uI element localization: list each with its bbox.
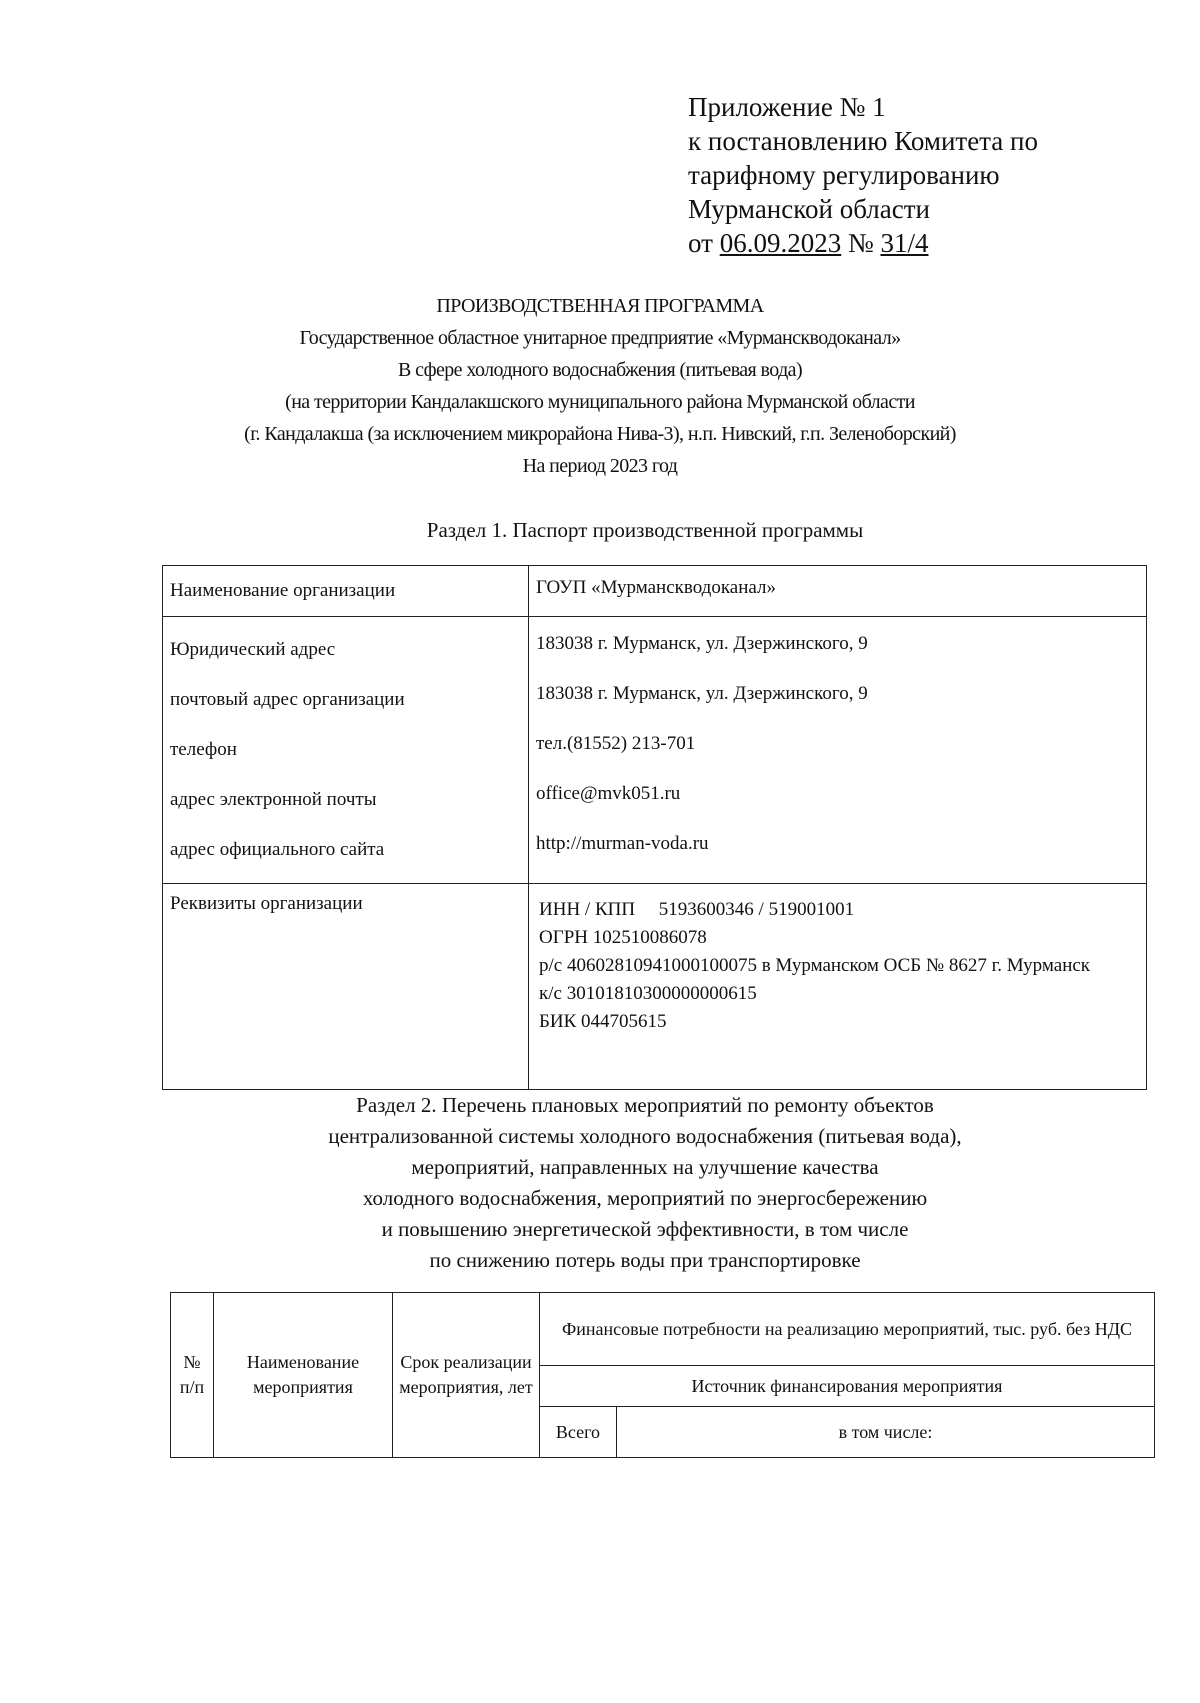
table-row (163, 884, 1147, 1090)
section-2-title-line: холодного водоснабжения, мероприятий по энергосбережению (362, 1186, 928, 1210)
settlement-account: р/с 40602810941000100075 в Мурманском ОСБ № 8627 г. Мурманск (539, 955, 1091, 976)
appendix-line-1: Приложение № 1 (688, 92, 886, 122)
table-header-row (171, 1293, 1155, 1366)
header-term: Срок реализации мероприятия, лет (393, 1293, 540, 1458)
header-including: в том числе: (617, 1407, 1155, 1458)
table-row (163, 566, 1147, 617)
program-org: Государственное областное унитарное предприятие «Мурманскводоканал» (299, 327, 901, 349)
bik: БИК 044705615 (539, 1011, 667, 1032)
inn-kpp: ИНН / КПП 5193600346 / 519001001 (539, 899, 855, 920)
passport-table (162, 565, 1147, 1090)
header-number: № п/п (171, 1293, 214, 1458)
appendix-line-4: Мурманской области (688, 194, 930, 224)
appendix-line-2: к постановлению Комитета по (688, 126, 1038, 156)
section-2-title-line: мероприятий, направленных на улучшение качества (411, 1155, 879, 1179)
phone-label: телефон (170, 739, 237, 760)
section-2-title-line: централизованной системы холодного водоснабжения (питьевая вода), (328, 1124, 962, 1148)
header-measure-name: Наименование мероприятия (214, 1293, 393, 1458)
correspondent-account: к/с 30101810300000000615 (539, 983, 757, 1004)
program-localities: (г. Кандалакша (за исключением микрорайона Нива-3), н.п. Нивский, г.п. Зеленоборский) (244, 423, 956, 445)
appendix-line-3: тарифному регулированию (688, 160, 1000, 190)
section-2-title (0, 1090, 1200, 1276)
appendix-block (688, 90, 1038, 260)
table-row (163, 617, 1147, 884)
program-territory: (на территории Кандалакшского муниципального района Мурманской области (285, 391, 915, 413)
website-value: http://murman-voda.ru (536, 833, 709, 854)
email-value: office@mvk051.ru (536, 783, 681, 804)
ogrn: ОГРН 102510086078 (539, 927, 707, 948)
email-label: адрес электронной почты (170, 789, 377, 810)
program-header (0, 290, 1200, 482)
legal-address-value: 183038 г. Мурманск, ул. Дзержинского, 9 (536, 633, 868, 654)
org-name-value: ГОУП «Мурманскводоканал» (536, 577, 776, 598)
resolution-date: 06.09.2023 (719, 228, 842, 258)
section-2-title-line: и повышению энергетической эффективности, в том числе (381, 1217, 909, 1241)
program-sphere: В сфере холодного водоснабжения (питьевая вода) (397, 359, 803, 381)
resolution-number: 31/4 (880, 228, 929, 258)
program-title: ПРОИЗВОДСТВЕННАЯ ПРОГРАММА (436, 295, 764, 317)
legal-address-label: Юридический адрес (170, 639, 336, 660)
postal-address-label: почтовый адрес организации (170, 689, 405, 710)
section-2-title-line: Раздел 2. Перечень плановых мероприятий по ремонту объектов (356, 1093, 934, 1117)
header-source: Источник финансирования мероприятия (540, 1366, 1155, 1407)
section-2-title-line: по снижению потерь воды при транспортировке (429, 1248, 861, 1272)
date-prefix: от (688, 228, 720, 258)
header-total: Всего (540, 1407, 617, 1458)
appendix-date-line (688, 226, 1038, 260)
website-label: адрес официального сайта (170, 839, 385, 860)
org-name-label: Наименование организации (170, 580, 396, 601)
header-finance: Финансовые потребности на реализацию мероприятий, тыс. руб. без НДС (540, 1293, 1155, 1366)
phone-value: тел.(81552) 213-701 (536, 733, 696, 754)
number-prefix: № (841, 228, 881, 258)
postal-address-value: 183038 г. Мурманск, ул. Дзержинского, 9 (536, 683, 868, 704)
requisites-label: Реквизиты организации (170, 893, 363, 914)
measures-table (170, 1292, 1155, 1458)
section-1-title: Раздел 1. Паспорт производственной программы (426, 518, 864, 542)
program-period: На период 2023 год (522, 455, 678, 477)
